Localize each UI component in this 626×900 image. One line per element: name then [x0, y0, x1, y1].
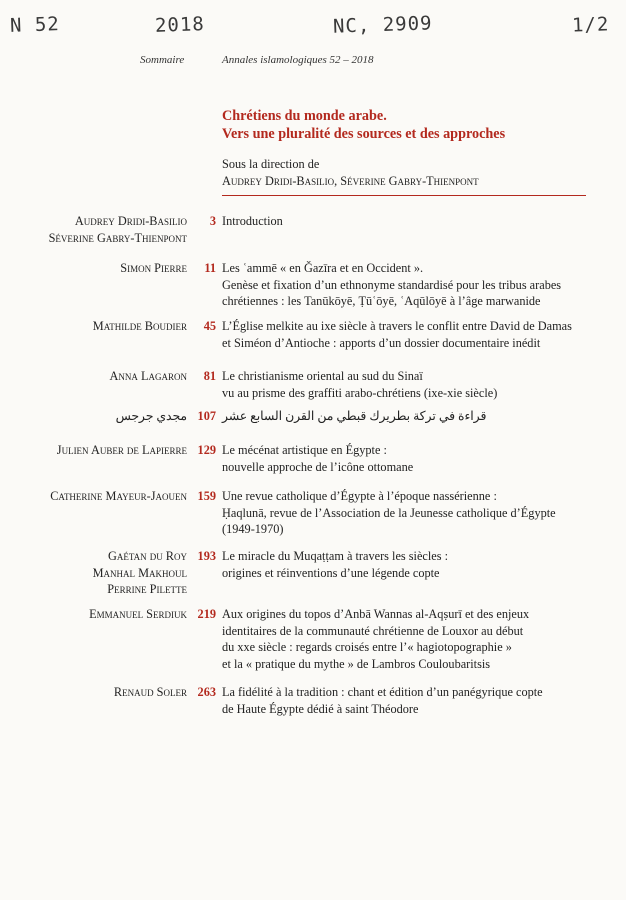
- toc-title-line: Une revue catholique d’Égypte à l’époque nassérienne :: [222, 489, 497, 503]
- section-label: Sommaire: [140, 54, 185, 66]
- toc-title-line: Aux origines du topos d’Anbā Wannas al-Aqṣurī et des enjeux: [222, 607, 530, 621]
- toc-title-line: identitaires de la communauté chrétienne de Louxor au début: [222, 623, 524, 638]
- toc-title-line: et la « pratique du mythe » de Lambros Couloubaritsis: [222, 656, 491, 671]
- toc-title: [222, 260, 592, 310]
- toc-author: مجدي جرجس: [115, 409, 187, 423]
- toc-title: [222, 318, 592, 351]
- toc-author: Gaétan du Roy: [107, 549, 187, 563]
- toc-title-line: L’Église melkite au ixe siècle à travers le conflit entre David de Damas: [222, 319, 572, 333]
- toc-title-line: (1949-1970): [222, 522, 284, 536]
- toc-page-number: 263: [197, 685, 216, 699]
- journal-title: Annales islamologiques 52 – 2018: [222, 54, 374, 66]
- toc-title-line: قراءة في تركة بطريرك قبطي من القرن السابع عشر: [222, 409, 487, 423]
- toc-page-number: 3: [209, 214, 216, 228]
- toc-authors: [93, 318, 187, 335]
- toc-title-line: et Siméon d’Antioche : apports d’un dossier documentaire inédit: [222, 335, 541, 350]
- editors-names: Audrey Dridi-Basilio, Séverine Gabry-Thienpont: [222, 174, 479, 188]
- toc-title-line: Introduction: [222, 214, 283, 228]
- toc-title-line: Genèse et fixation d’un ethnonyme standardisé pour les tribus arabes: [222, 277, 562, 292]
- toc-title-line: de Haute Égypte dédié à saint Théodore: [222, 701, 419, 716]
- handwritten-year: 2018: [154, 13, 206, 37]
- toc-authors: [114, 684, 187, 701]
- toc-authors: [120, 260, 187, 277]
- toc-title-line: nouvelle approche de l’icône ottomane: [222, 459, 414, 474]
- toc-page-number: 11: [204, 261, 216, 275]
- toc-title: [222, 548, 592, 581]
- toc-title: [222, 488, 592, 538]
- toc-page-number: 219: [197, 607, 216, 621]
- toc-authors: [116, 408, 187, 425]
- toc-authors: [110, 368, 187, 385]
- toc-authors: [50, 488, 187, 505]
- volume-title: [222, 107, 602, 143]
- toc-title: [222, 442, 592, 475]
- toc-author: Emmanuel Serdiuk: [89, 607, 187, 621]
- toc-page-number: 129: [197, 443, 216, 457]
- handwritten-code: N 52: [9, 13, 61, 37]
- toc-title-line: Ḥaqlunā, revue de l’Association de la Jeunesse catholique d’Égypte: [222, 505, 556, 520]
- toc-authors: [93, 548, 187, 598]
- toc-page-number: 159: [197, 489, 216, 503]
- toc-author: Catherine Mayeur-Jaouen: [50, 489, 187, 503]
- handwritten-reference: NC, 2909: [332, 12, 433, 38]
- toc-author: Séverine Gabry-Thienpont: [48, 230, 187, 245]
- toc-title: [222, 408, 592, 425]
- toc-author: Audrey Dridi-Basilio: [74, 214, 187, 228]
- toc-title-line: Le christianisme oriental au sud du Sinaï: [222, 369, 423, 383]
- toc-title-line: La fidélité à la tradition : chant et édition d’un panégyrique copte: [222, 685, 543, 699]
- volume-title-line-2: Vers une pluralité des sources et des approches: [222, 126, 506, 142]
- toc-page-number: 45: [203, 319, 216, 333]
- toc-title-line: du xxe siècle : regards croisés entre l’« hagiotopographie »: [222, 640, 512, 654]
- toc-page-number: 107: [197, 409, 216, 423]
- toc-author: Julien Auber de Lapierre: [56, 443, 187, 457]
- toc-title: [222, 368, 592, 401]
- toc-title: [222, 684, 592, 717]
- title-divider: [222, 195, 586, 196]
- toc-title-line: Le miracle du Muqaṭṭam à travers les siècles :: [222, 549, 449, 563]
- toc-title-line: chrétiennes : les Tanūkōyē, Ṭūʿōyē, ʿAqūlōyē à l’âge marwanide: [222, 294, 541, 308]
- toc-author: Perrine Pilette: [107, 582, 187, 596]
- toc-authors: [49, 213, 187, 246]
- handwritten-fraction: 1/2: [571, 13, 610, 37]
- toc-title: [222, 213, 592, 230]
- direction-label: Sous la direction de: [222, 157, 320, 171]
- toc-author: Manhal Makhoul: [92, 565, 187, 580]
- toc-page-number: 81: [203, 369, 216, 383]
- toc-title-line: Le mécénat artistique en Égypte :: [222, 443, 387, 457]
- volume-title-line-1: Chrétiens du monde arabe.: [222, 108, 387, 124]
- toc-title-line: Les ʿammē « en Ǧazīra et en Occident ».: [222, 261, 424, 275]
- toc-title-line: vu au prisme des graffiti arabo-chrétiens (ixe-xie siècle): [222, 385, 498, 400]
- toc-author: Simon Pierre: [120, 261, 187, 275]
- toc-author: Mathilde Boudier: [92, 319, 187, 333]
- toc-author: Renaud Soler: [113, 685, 187, 699]
- toc-title: [222, 606, 592, 672]
- toc-author: Anna Lagaron: [109, 369, 187, 383]
- toc-title-line: origines et réinventions d’une légende copte: [222, 565, 440, 580]
- toc-page-number: 193: [197, 549, 216, 563]
- toc-authors: [89, 606, 187, 623]
- editors-block: [222, 156, 602, 190]
- toc-authors: [57, 442, 187, 459]
